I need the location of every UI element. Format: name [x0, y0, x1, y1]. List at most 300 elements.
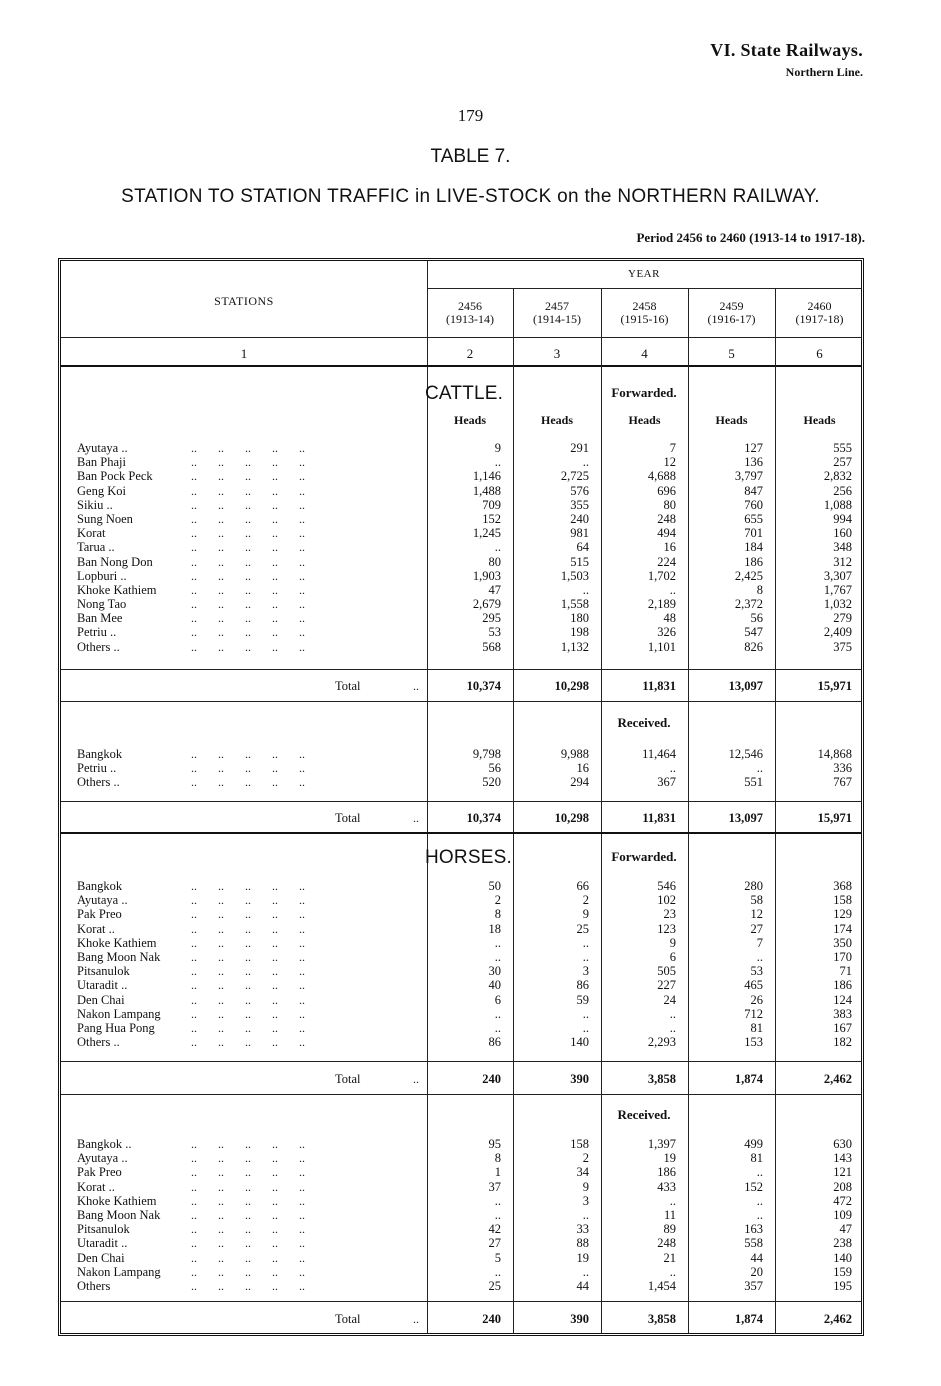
leader-dots: .. .. .. .. .. [191, 935, 305, 950]
value-cell: 12 [663, 455, 676, 470]
leader-dots: .. [413, 1072, 419, 1086]
station-name: Pak Preo [77, 907, 122, 922]
station-name: Ayutaya .. [77, 441, 128, 455]
total-value: 3,858 [647, 1072, 676, 1086]
divider [427, 288, 861, 289]
leader-dots: .. .. .. .. .. [191, 964, 305, 979]
column-number: 2 [466, 346, 474, 361]
leader-dots: .. .. .. .. .. [191, 1222, 305, 1237]
total-value: 11,831 [642, 679, 676, 693]
leader-dots: .. .. .. .. .. [191, 1035, 305, 1050]
total-value: 10,374 [466, 811, 501, 825]
value-cell: 238 [833, 1236, 852, 1251]
table-row [61, 964, 861, 978]
value-cell: 186 [744, 554, 763, 569]
direction-label: Forwarded. [611, 849, 677, 864]
table-row [61, 936, 861, 950]
value-cell: 124 [833, 992, 852, 1007]
station-name: Ayutaya .. [77, 1151, 128, 1166]
value-cell: 2,679 [472, 597, 501, 612]
value-cell: 42 [488, 1222, 501, 1237]
value-cell: 80 [663, 497, 676, 512]
direction-label: Received. [617, 715, 671, 730]
value-cell: .. [669, 1006, 676, 1021]
value-cell: .. [494, 935, 501, 950]
table-number: TABLE 7. [430, 146, 511, 167]
table-row [61, 1279, 861, 1293]
total-value: 13,097 [728, 679, 763, 693]
value-cell: 2,425 [734, 568, 763, 583]
value-cell: 153 [744, 1035, 763, 1050]
table-row [61, 993, 861, 1007]
year-column-header [775, 300, 864, 326]
value-cell: 558 [744, 1236, 763, 1251]
table-row [61, 484, 861, 498]
year-gregorian: (1914-15) [533, 312, 581, 326]
value-cell: 515 [570, 554, 589, 569]
total-value: 390 [570, 1072, 589, 1086]
value-cell: 159 [833, 1264, 852, 1279]
station-name: Khoke Kathiem [77, 935, 157, 950]
value-cell: .. [494, 455, 501, 470]
value-cell: 25 [488, 1278, 501, 1293]
value-cell: 568 [482, 639, 501, 654]
leader-dots: .. .. .. .. .. [191, 761, 305, 776]
divider [61, 337, 861, 338]
station-name: Utaradit .. [77, 1236, 128, 1251]
table-row [61, 950, 861, 964]
station-name: Den Chai [77, 1250, 125, 1265]
leader-dots: .. .. .. .. .. [191, 907, 305, 922]
value-cell: 152 [482, 511, 501, 526]
year-value: 2458 [632, 299, 657, 313]
year-column-header [427, 300, 513, 326]
value-cell: 127 [744, 441, 763, 455]
value-cell: 248 [657, 1236, 676, 1251]
value-cell: 56 [488, 761, 501, 776]
value-cell: 160 [833, 526, 852, 541]
column-number: 1 [240, 346, 248, 361]
value-cell: 291 [570, 441, 589, 455]
value-cell: 19 [663, 1151, 676, 1166]
station-name: Korat .. [77, 1179, 115, 1194]
table-row [61, 569, 861, 583]
value-cell: 9 [582, 1179, 589, 1194]
value-cell: 167 [833, 1020, 852, 1035]
station-name: Bang Moon Nak [77, 949, 161, 964]
column-number: 3 [553, 346, 561, 361]
value-cell: 326 [657, 625, 676, 640]
divider [61, 701, 861, 702]
value-cell: 576 [570, 483, 589, 498]
value-cell: .. [582, 1207, 589, 1222]
value-cell: 9,798 [472, 747, 501, 761]
table-row [61, 879, 861, 893]
value-cell: 433 [657, 1179, 676, 1194]
station-name: Petriu .. [77, 761, 117, 776]
value-cell: 59 [576, 992, 589, 1007]
value-cell: 152 [744, 1179, 763, 1194]
table-row [61, 1265, 861, 1279]
leader-dots: .. .. .. .. .. [191, 483, 305, 498]
value-cell: 551 [744, 775, 763, 790]
value-cell: 355 [570, 497, 589, 512]
table-row [61, 747, 861, 761]
year-value: 2460 [807, 299, 832, 313]
year-column-header [601, 300, 688, 326]
station-name: Bangkok [77, 747, 123, 761]
value-cell: 27 [488, 1236, 501, 1251]
value-cell: 994 [833, 511, 852, 526]
value-cell: 47 [488, 582, 501, 597]
value-cell: 27 [750, 921, 763, 936]
value-cell: 348 [833, 540, 852, 555]
value-cell: 3,307 [823, 568, 852, 583]
value-cell: 1,558 [560, 597, 589, 612]
value-cell: 24 [663, 992, 676, 1007]
value-cell: 696 [657, 483, 676, 498]
value-cell: 8 [756, 582, 763, 597]
value-cell: 1,488 [472, 483, 501, 498]
line-name: Northern Line. [785, 65, 863, 79]
value-cell: 1,132 [560, 639, 589, 654]
value-cell: 81 [750, 1020, 763, 1035]
value-cell: 47 [839, 1222, 852, 1237]
value-cell: 174 [833, 921, 852, 936]
value-cell: 208 [833, 1179, 852, 1194]
value-cell: 472 [833, 1193, 852, 1208]
unit-heads: Heads [715, 413, 748, 427]
station-name: Others .. [77, 775, 120, 790]
value-cell: 64 [576, 540, 589, 555]
value-cell: 2,725 [560, 469, 589, 484]
value-cell: 33 [576, 1222, 589, 1237]
divider [61, 669, 861, 670]
table-row [61, 625, 861, 639]
value-cell: 180 [570, 611, 589, 626]
unit-heads: Heads [453, 413, 486, 427]
value-cell: 12 [750, 907, 763, 922]
value-cell: 121 [833, 1165, 852, 1180]
value-cell: 182 [833, 1035, 852, 1050]
value-cell: 7 [756, 935, 763, 950]
value-cell: 701 [744, 526, 763, 541]
table-row [61, 469, 861, 483]
table-row [61, 597, 861, 611]
value-cell: 7 [669, 441, 676, 455]
value-cell: 140 [570, 1035, 589, 1050]
value-cell: 9 [582, 907, 589, 922]
value-cell: 40 [488, 978, 501, 993]
value-cell: 195 [833, 1278, 852, 1293]
total-value: 10,374 [466, 679, 501, 693]
leader-dots: .. .. .. .. .. [191, 1006, 305, 1021]
total-value: 390 [570, 1312, 589, 1326]
divider [61, 1094, 861, 1095]
value-cell: 26 [750, 992, 763, 1007]
value-cell: 44 [576, 1278, 589, 1293]
value-cell: 66 [576, 879, 589, 893]
leader-dots: .. .. .. .. .. [191, 775, 305, 790]
column-number: 5 [728, 346, 735, 361]
station-name: Ayutaya .. [77, 893, 128, 908]
year-gregorian: (1913-14) [446, 312, 494, 326]
value-cell: .. [494, 1193, 501, 1208]
station-name: Nong Tao [77, 597, 127, 612]
direction-label: Forwarded. [611, 385, 677, 400]
value-cell: 350 [833, 935, 852, 950]
leader-dots: .. .. .. .. .. [191, 1137, 305, 1151]
value-cell: 184 [744, 540, 763, 555]
value-cell: 1,146 [472, 469, 501, 484]
divider [61, 365, 861, 367]
value-cell: 30 [488, 964, 501, 979]
station-rows [61, 747, 861, 790]
value-cell: 123 [657, 921, 676, 936]
value-cell: 1,503 [560, 568, 589, 583]
value-cell: 826 [744, 639, 763, 654]
leader-dots: .. .. .. .. .. [191, 511, 305, 526]
station-name: Others .. [77, 639, 120, 654]
value-cell: 375 [833, 639, 852, 654]
leader-dots: .. .. .. .. .. [191, 921, 305, 936]
value-cell: 163 [744, 1222, 763, 1237]
station-name: Sung Noen [77, 511, 133, 526]
leader-dots: .. .. .. .. .. [191, 582, 305, 597]
divider [61, 832, 861, 834]
leader-dots: .. .. .. .. .. [191, 526, 305, 541]
total-value: 240 [482, 1312, 501, 1326]
total-value: 1,874 [734, 1072, 763, 1086]
table-row [61, 1137, 861, 1151]
table-row [61, 1222, 861, 1236]
value-cell: 37 [488, 1179, 501, 1194]
value-cell: 158 [833, 893, 852, 908]
total-value: 15,971 [817, 679, 852, 693]
station-name: Ban Nong Don [77, 554, 153, 569]
value-cell: 53 [488, 625, 501, 640]
stations-header: STATIONS [214, 294, 274, 308]
value-cell: 2 [582, 893, 589, 908]
value-cell: 655 [744, 511, 763, 526]
value-cell: 547 [744, 625, 763, 640]
table-row [61, 1165, 861, 1179]
value-cell: 295 [482, 611, 501, 626]
value-cell: 53 [750, 964, 763, 979]
leader-dots: .. .. .. .. .. [191, 893, 305, 908]
value-cell: 129 [833, 907, 852, 922]
station-name: Ban Pock Peck [77, 469, 153, 484]
leader-dots: .. .. .. .. .. [191, 1236, 305, 1251]
year-value: 2457 [545, 299, 569, 313]
table-row [61, 761, 861, 775]
value-cell: .. [582, 455, 589, 470]
value-cell: 280 [744, 879, 763, 893]
station-name: Sikiu .. [77, 497, 113, 512]
value-cell: 109 [833, 1207, 852, 1222]
value-cell: 279 [833, 611, 852, 626]
value-cell: 5 [494, 1250, 501, 1265]
total-value: 11,831 [642, 811, 676, 825]
station-name: Lopburi .. [77, 568, 127, 583]
table-row [61, 1208, 861, 1222]
station-name: Nakon Lampang [77, 1264, 161, 1279]
table-row [61, 455, 861, 469]
year-gregorian: (1916-17) [707, 312, 756, 326]
value-cell: 367 [657, 775, 676, 790]
leader-dots: .. .. .. .. .. [191, 949, 305, 964]
value-cell: 9 [669, 935, 676, 950]
value-cell: .. [669, 761, 676, 776]
value-cell: 4,688 [647, 469, 676, 484]
value-cell: 981 [570, 526, 589, 541]
table-row [61, 540, 861, 554]
value-cell: 20 [750, 1264, 763, 1279]
value-cell: .. [756, 761, 763, 776]
value-cell: .. [494, 1264, 501, 1279]
value-cell: 3 [582, 964, 589, 979]
value-cell: .. [582, 935, 589, 950]
station-name: Pang Hua Pong [77, 1020, 155, 1035]
traffic-table [58, 258, 864, 1336]
table-row [61, 583, 861, 597]
leader-dots: .. .. .. .. .. [191, 568, 305, 583]
total-label: Total [335, 679, 361, 693]
value-cell: 2,832 [823, 469, 852, 484]
value-cell: 9 [494, 441, 501, 455]
table-row [61, 978, 861, 992]
station-name: Others .. [77, 1035, 120, 1050]
table-row [61, 1180, 861, 1194]
value-cell: .. [494, 1207, 501, 1222]
value-cell: .. [669, 1193, 676, 1208]
value-cell: 1,032 [823, 597, 852, 612]
total-value: 1,874 [734, 1312, 763, 1326]
leader-dots: .. .. .. .. .. [191, 978, 305, 993]
value-cell: 140 [833, 1250, 852, 1265]
table-row [61, 907, 861, 921]
leader-dots: .. .. .. .. .. [191, 611, 305, 626]
table-row [61, 555, 861, 569]
station-name: Petriu .. [77, 625, 117, 640]
value-cell: 102 [657, 893, 676, 908]
value-cell: 136 [744, 455, 763, 470]
total-value: 13,097 [728, 811, 763, 825]
leader-dots: .. .. .. .. .. [191, 992, 305, 1007]
leader-dots: .. .. .. .. .. [191, 597, 305, 612]
column-number: 4 [641, 346, 648, 361]
value-cell: 2,409 [823, 625, 852, 640]
value-cell: 16 [663, 540, 676, 555]
table-row [61, 1021, 861, 1035]
station-name: Utaradit .. [77, 978, 128, 993]
section-title: VI. State Railways. [710, 40, 863, 60]
value-cell: .. [756, 1193, 763, 1208]
station-rows [61, 879, 861, 1049]
station-name: Den Chai [77, 992, 125, 1007]
leader-dots: .. .. .. .. .. [191, 639, 305, 654]
value-cell: 1,454 [647, 1278, 676, 1293]
value-cell: 170 [833, 949, 852, 964]
value-cell: .. [494, 1006, 501, 1021]
value-cell: 2,372 [734, 597, 763, 612]
value-cell: 88 [576, 1236, 589, 1251]
leader-dots: .. .. .. .. .. [191, 625, 305, 640]
value-cell: 198 [570, 625, 589, 640]
leader-dots: .. .. .. .. .. [191, 1020, 305, 1035]
total-value: 240 [482, 1072, 501, 1086]
value-cell: 71 [839, 964, 852, 979]
station-name: Bang Moon Nak [77, 1207, 161, 1222]
year-gregorian: (1915-16) [620, 312, 669, 326]
value-cell: 143 [833, 1151, 852, 1166]
station-name: Korat [77, 526, 106, 541]
station-name: Pak Preo [77, 1165, 122, 1180]
column-number: 6 [816, 346, 823, 361]
value-cell: 50 [488, 879, 501, 893]
table-row [61, 1151, 861, 1165]
value-cell: 21 [663, 1250, 676, 1265]
leader-dots: .. .. .. .. .. [191, 554, 305, 569]
value-cell: .. [669, 1264, 676, 1279]
value-cell: 1,702 [647, 568, 676, 583]
station-name: Bangkok .. [77, 1137, 132, 1151]
value-cell: 294 [570, 775, 589, 790]
value-cell: 8 [494, 907, 501, 922]
value-cell: 336 [833, 761, 852, 776]
unit-heads: Heads [803, 413, 836, 427]
leader-dots: .. .. .. .. .. [191, 1179, 305, 1194]
value-cell: 1,101 [647, 639, 676, 654]
value-cell: .. [494, 540, 501, 555]
table-row [61, 611, 861, 625]
value-cell: .. [756, 949, 763, 964]
value-cell: 19 [576, 1250, 589, 1265]
value-cell: 847 [744, 483, 763, 498]
value-cell: 86 [488, 1035, 501, 1050]
value-cell: 86 [576, 978, 589, 993]
value-cell: 224 [657, 554, 676, 569]
station-rows [61, 441, 861, 654]
total-label: Total [335, 1312, 361, 1326]
value-cell: 11,464 [642, 747, 676, 761]
value-cell: 465 [744, 978, 763, 993]
table-title: STATION TO STATION TRAFFIC in LIVE-STOCK on the NORTHERN RAILWAY. [121, 186, 820, 207]
station-name: Nakon Lampang [77, 1006, 161, 1021]
value-cell: 760 [744, 497, 763, 512]
table-row [61, 1007, 861, 1021]
total-value: 2,462 [823, 1312, 852, 1326]
value-cell: 81 [750, 1151, 763, 1166]
value-cell: 555 [833, 441, 852, 455]
value-cell: 2 [582, 1151, 589, 1166]
value-cell: 2,293 [647, 1035, 676, 1050]
value-cell: 312 [833, 554, 852, 569]
horses-label: HORSES. [425, 847, 512, 868]
value-cell: 1,397 [647, 1137, 676, 1151]
table-row [61, 1035, 861, 1049]
value-cell: 256 [833, 483, 852, 498]
value-cell: 6 [494, 992, 501, 1007]
value-cell: 95 [488, 1137, 501, 1151]
divider [61, 1301, 861, 1302]
value-cell: 357 [744, 1278, 763, 1293]
value-cell: .. [582, 582, 589, 597]
value-cell: .. [582, 949, 589, 964]
station-name: Geng Koi [77, 483, 126, 498]
table-row [61, 893, 861, 907]
cattle-label: CATTLE. [425, 383, 504, 404]
